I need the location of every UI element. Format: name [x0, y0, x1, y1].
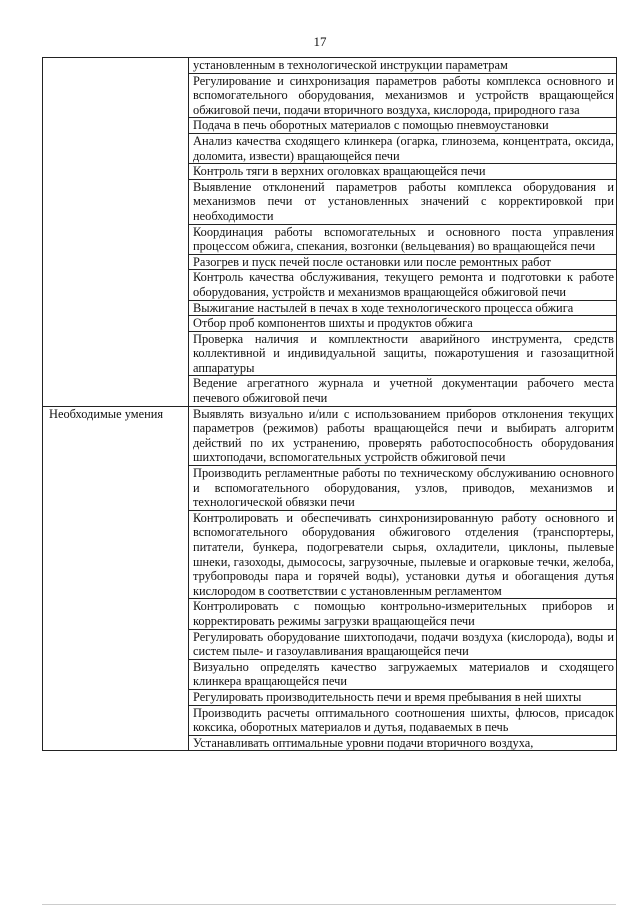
table-row: [43, 58, 617, 74]
row-text: Выявление отклонений параметров работы комплекса оборудования и механизмов печи от установленных значений с корректировкой при необходимости: [189, 179, 617, 224]
row-text: Разогрев и пуск печей после остановки или после ремонтных работ: [189, 254, 617, 270]
row-text: Регулировать оборудование шихтоподачи, подачи воздуха (кислорода), воды и систем пыле- и газоулавливания вращающейся печи: [189, 629, 617, 659]
row-text: Отбор проб компонентов шихты и продуктов обжига: [189, 316, 617, 332]
section-label-cell: [43, 58, 189, 407]
row-text: Выжигание настылей в печах в ходе технологического процесса обжига: [189, 300, 617, 316]
row-text: Выявлять визуально и/или с использованием приборов отклонения текущих параметров (режимов) работы вращающейся печи и выбирать алгоритм действий по их устранению, проверять работоспособность оборудования шихтоподачи, вспомогательных устройств обжиговой печи: [189, 406, 617, 465]
table-row: [43, 406, 617, 465]
row-text: Координация работы вспомогательных и основного поста управления процессом обжига, спекания, возгонки (вельцевания) во вращающейся печи: [189, 224, 617, 254]
row-text: Контроль качества обслуживания, текущего ремонта и подготовки к работе оборудования, устройств и механизмов вращающейся обжиговой печи: [189, 270, 617, 300]
row-text: Регулирование и синхронизация параметров работы комплекса основного и вспомогательного оборудования, механизмов и устройств вращающейся обжиговой печи, подачи вторичного воздуха, кислорода, природного газа: [189, 73, 617, 118]
row-text: Подача в печь оборотных материалов с помощью пневмоустановки: [189, 118, 617, 134]
row-text: Проверка наличия и комплектности аварийного инструмента, средств коллективной и индивидуальной защиты, пожаротушения и газозащитной аппаратуры: [189, 331, 617, 376]
row-text: Производить регламентные работы по техническому обслуживанию основного и вспомогательного оборудования, узлов, приводов, механизмов и технологической обвязки печи: [189, 466, 617, 511]
page-number: 17: [313, 34, 327, 49]
requirements-table: [42, 57, 617, 751]
row-text: Контролировать с помощью контрольно-измерительных приборов и корректировать режимы загрузки вращающейся печи: [189, 599, 617, 629]
row-text: Контролировать и обеспечивать синхронизированную работу основного и вспомогательного оборудования обжигового отделения (транспортеры, питатели, бункера, подогреватели сырья, охладители, циклоны, пылевые шнеки, газоходы, дымососы, загрузочные, пылевые и огарковые течки, желоба, трубопроводы пара и горячей воды), установки дутья и обогащения дутья кислородом в соответствии с установленным регламентом: [189, 510, 617, 599]
row-text: Производить расчеты оптимального соотношения шихты, флюсов, присадок коксика, оборотных материалов и дутья, подаваемых в печь: [189, 705, 617, 735]
row-text: установленным в технологической инструкции параметрам: [189, 58, 617, 74]
row-text: Устанавливать оптимальные уровни подачи вторичного воздуха,: [189, 735, 617, 751]
section-label-skills: Необходимые умения: [43, 406, 189, 751]
row-text: Контроль тяги в верхних оголовках вращающейся печи: [189, 164, 617, 180]
row-text: Анализ качества сходящего клинкера (огарка, глинозема, концентрата, оксида, доломита, извести) вращающейся печи: [189, 133, 617, 163]
row-text: Визуально определять качество загружаемых материалов и сходящего клинкера вращающейся печи: [189, 659, 617, 689]
row-text: Ведение агрегатного журнала и учетной документации рабочего места печевого обжиговой печи: [189, 376, 617, 406]
row-text: Регулировать производительность печи и время пребывания в ней шихты: [189, 689, 617, 705]
